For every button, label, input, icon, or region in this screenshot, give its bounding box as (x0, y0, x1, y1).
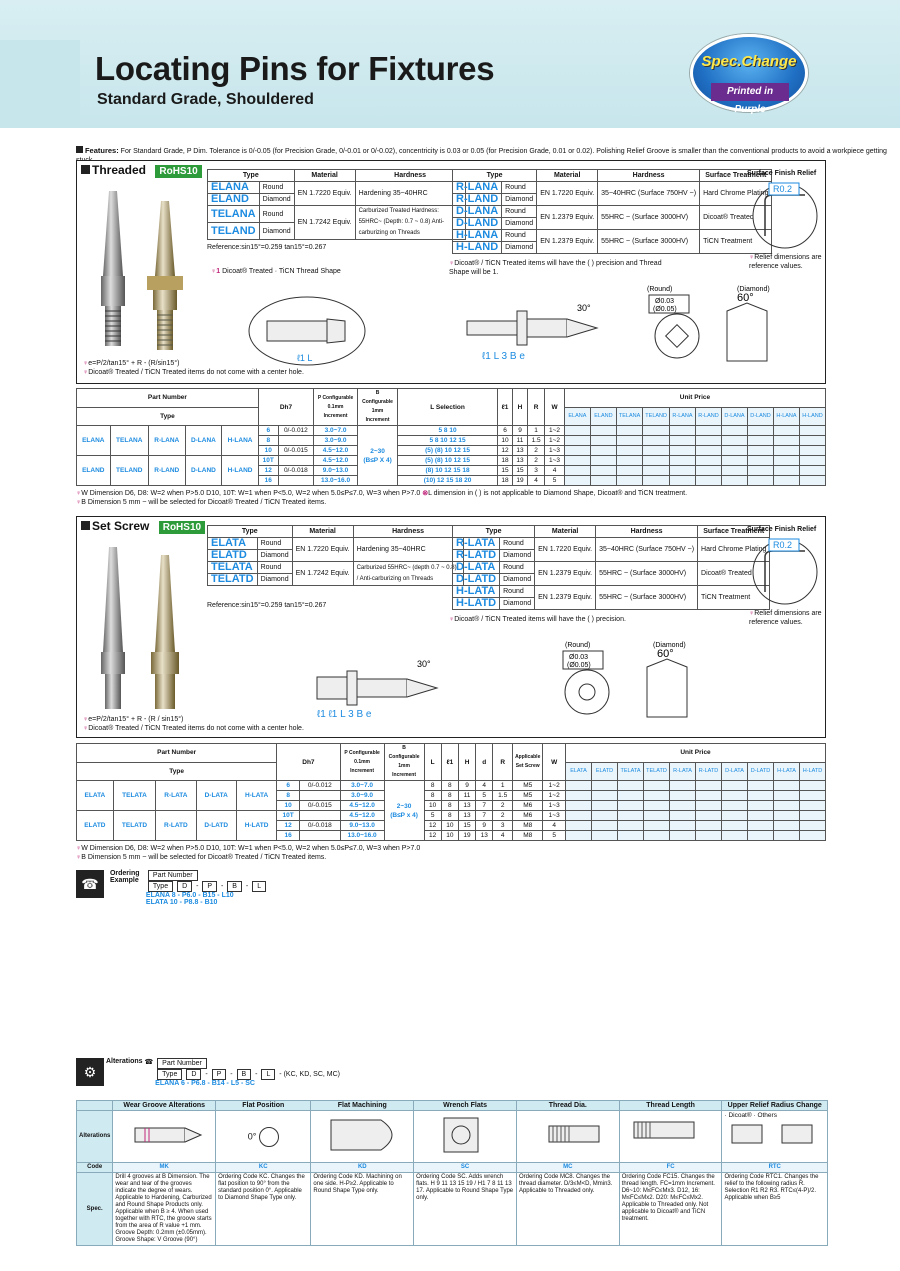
svg-text:R0.2: R0.2 (773, 540, 793, 550)
table-row: R-LATA Round EN 1.7220 Equiv. 35~40HRC (Surface 750HV ~) Hard Chrome Plating (453, 538, 770, 550)
table-row: TELATD Diamond (208, 574, 464, 586)
setscrew-surface-table: Type Material Hardness Surface Treatment R-LATA Round EN 1.7220 Equiv. 35~40HRC (Surface 750HV ~) Hard Chrome Plating R-LATD Diamond D-LATA Round EN 1.2379 Equiv. 55HRC ~ (Surface 3000HV) Dicoat® Treated D-LATD Diamond H-LATA Round EN 1.2379 Equiv. 55HRC ~ (Surface 3000HV) TiCN Treatment H-LATD Diamond (452, 525, 770, 610)
table-row: TELATA Round EN 1.7242 Equiv. Carburized 55HRC~ (depth 0.7 ~ 0.8) / Anti-carburizing on Threads (208, 562, 464, 574)
setscrew-dimension-table: Part Number Dh7 P Configurable 0.1mm Increment B Configurable 1mm Increment L ℓ1 H d R Applicable Set Screw W Unit Price Type ELATA ELATD TELATA TELATD R-LATA R-LATD D-LATA D-LATD H-LATA H-LATD ELATA TELATA R-LATA D-LATA H-LATA 6 0/-0.012 3.0~7.0 2~30 (B≤P x 4) 8 8 9 4 1 M5 1~2 8 3.0~9.0 8 8 11 5 1.5 M5 1~2 10 0/-0.015 4.5~12.0 10 8 13 7 2 M6 1~3 ELATD TELATD R-LATD D-LATD H-LATD 10T 4.5~12.0 5 8 13 7 2 M6 1~3 12 0/-0.018 9.0~13.0 12 10 15 9 3 M8 4 16 13.0~16.0 12 10 19 13 4 M8 5 (76, 743, 826, 841)
threaded-dimension-table: Part Number Dh7 P Configurable 0.1mm Increment B Configurable 1mm Increment L Selection ℓ1 H R W Unit Price Type ELANA ELAND TELANA TELAND R-LANA R-LAND D-LANA D-LAND H-LANA H-LAND ELANA TELANA R-LANA D-LANA H-LANA 6 0/-0.012 3.0~7.0 2~30 (B≤P X 4) 5 8 10 6 9 1 1~2 8 3.0~9.0 5 8 10 12 15 10 11 1.5 1~2 10 0/-0.015 4.5~12.0 (5) (8) 10 12 15 12 13 2 1~3 ELAND TELAND R-LAND D-LAND H-LAND 10T 4.5~12.0 (5) (8) 10 12 15 18 13 2 1~3 12 0/-0.018 9.0~13.0 (8) 10 12 15 18 15 15 3 4 16 13.0~16.0 (10) 12 15 18 20 18 19 4 5 (76, 388, 826, 486)
svg-text:ℓ1 ℓ1 L 3 B e: ℓ1 ℓ1 L 3 B e (317, 709, 372, 720)
threaded-label: Threaded RoHS10 (81, 163, 202, 178)
threaded-pin-photo (89, 181, 199, 356)
ss-relief-note: ♀Relief dimensions are reference values. (749, 610, 822, 626)
table-row: H-LATA Round EN 1.2379 Equiv. 55HRC ~ (Surface 3000HV) TiCN Treatment (453, 586, 770, 598)
svg-text:60°: 60° (657, 648, 674, 660)
svg-text:R0.2: R0.2 (773, 184, 793, 194)
setscrew-dicoat-note: ♀Dicoat® / TiCN Treated items will have the ( ) precision. (449, 616, 626, 623)
threaded-pin-note-2: ♀Dicoat® Treated / TiCN Treated items do not come with a center hole. (83, 369, 304, 376)
table-row: H-LAND Diamond (453, 242, 772, 254)
threaded-dicoat-note-2: ♀Dicoat® / TiCN Treated items will have the ( ) precision and Thread Shape will be 1. (449, 260, 662, 276)
threaded-material-table (207, 169, 466, 240)
table-row: 12 0/-0.018 9.0~13.0 12 10 15 9 3 M8 4 (77, 821, 826, 831)
rohs-badge: RoHS10 (159, 521, 205, 534)
badge-bottom: Printed in Purple (711, 83, 789, 101)
table-row: D-LAND Diamond (453, 218, 772, 230)
table-row: ELATA Round EN 1.7220 Equiv. Hardening 35~40HRC (208, 538, 464, 550)
table-row: ELAND Diamond (208, 194, 466, 206)
col-material: Material (294, 170, 355, 182)
setscrew-label: Set Screw RoHS10 (81, 519, 205, 534)
table-row: R-LANA Round EN 1.7220 Equiv. 35~40HRC (Surface 750HV ~) Hard Chrome Plating (453, 182, 772, 194)
table-row: R-LATD Diamond (453, 550, 770, 562)
table-row: D-LANA Round EN 1.2379 Equiv. 55HRC ~ (Surface 3000HV) Dicoat® Treated (453, 206, 772, 218)
threaded-dim-note-2: ♀B Dimension 5 mm ~ will be selected for Dicoat® Treated / TiCN Treated items. (76, 499, 327, 506)
setscrew-section (76, 516, 826, 738)
svg-text:ℓ1 L: ℓ1 L (297, 353, 313, 363)
table-row: 10 0/-0.015 4.5~12.0 10 8 13 7 2 M6 1~3 (77, 801, 826, 811)
table-row: TELAND Diamond (208, 223, 466, 240)
svg-text:(Diamond): (Diamond) (653, 642, 686, 649)
table-row: 12 0/-0.018 9.0~13.0 (8) 10 12 15 18 15 15 3 4 (77, 466, 826, 476)
table-row: 10 0/-0.015 4.5~12.0 (5) (8) 10 12 15 12 13 2 1~3 (77, 446, 826, 456)
table-row: 8 3.0~9.0 8 8 11 5 1.5 M5 1~2 (77, 791, 826, 801)
page-title: Locating Pins for Fixtures (95, 50, 495, 87)
svg-text:30°: 30° (417, 659, 431, 669)
table-row: ELANA TELANA R-LANA D-LANA H-LANA 6 0/-0.012 3.0~7.0 2~30 (B≤P X 4) 5 8 10 6 9 1 1~2 (77, 426, 826, 436)
threaded-dicoat-note-1: ♀1 Dicoat® Treated · TiCN Thread Shape (211, 268, 341, 275)
setscrew-dim-note-2: ♀B Dimension 5 mm ~ will be selected for Dicoat® Treated / TiCN Treated items. (76, 854, 327, 861)
features-body: For Standard Grade, P Dim. Tolerance is 0/-0.05 (for Precision Grade, 0/-0.01 or 0/-0.02), concentricity is 0.03 or 0.05 (for Precision Grade, 0.01 or 0.02). Polishing Relief Groove is smaller than the conventional products to avoid a workpiece getting (120, 148, 887, 155)
table-row: 16 13.0~16.0 12 10 19 13 4 M8 5 (77, 831, 826, 841)
table-row: ELANA Round EN 1.7220 Equiv. Hardening 35~40HRC (208, 182, 466, 194)
relief-title: Surface Finish Relief (747, 170, 817, 177)
threaded-dim-note-1: ♀W Dimension D6, D8: W=2 when P>5.0 D10, 10T: W=1 when P<5.0, W=2 when 5.0≤P≤7.0, W=3 when P>7.0 ⊗L dimension in ( ) is not applicable to Diamond Shape, Dicoat® and TiCN treatment. (76, 490, 688, 497)
threaded-pin-note-1: ♀e=P/2/tan15° + R - (R/sin15°) (83, 360, 180, 367)
table-row: D-LATD Diamond (453, 574, 770, 586)
table-row: ELATD TELATD R-LATD D-LATD H-LATD 10T 4.5~12.0 5 8 13 7 2 M6 1~3 (77, 811, 826, 821)
table-row: TELANA Round EN 1.7242 Equiv. Carburized Treated Hardness: 55HRC~ (Depth: 0.7 ~ 0.8) Anti-carburizing on Threads (208, 206, 466, 223)
svg-text:(Diamond): (Diamond) (737, 286, 770, 293)
threaded-drawing (237, 281, 797, 381)
setscrew-pin-photo (89, 537, 199, 712)
table-row: 8 3.0~9.0 5 8 10 12 15 10 11 1.5 1~2 (77, 436, 826, 446)
svg-text:30°: 30° (577, 303, 591, 313)
threaded-reference: Reference:sin15°=0.259 tan15°=0.267 (207, 244, 327, 251)
spec-change-badge (690, 34, 808, 115)
table-row: ELATA TELATA R-LATA D-LATA H-LATA 6 0/-0.012 3.0~7.0 2~30 (B≤P x 4) 8 8 9 4 1 M5 1~2 (77, 781, 826, 791)
svg-text:(Ø0.05): (Ø0.05) (567, 662, 591, 669)
table-row: ELAND TELAND R-LAND D-LAND H-LAND 10T 4.5~12.0 (5) (8) 10 12 15 18 13 2 1~3 (77, 456, 826, 466)
ordering-example: ☎ Ordering Example Part Number Type D - P - B - L ELANA 8 - P6.0 - B15 - L10 ELATA 10 - P8.8 - B10 (76, 870, 268, 906)
col-hardness: Hardness (355, 170, 465, 182)
relief-note: ♀Relief dimensions are reference values. (749, 254, 822, 270)
ordering-label: Ordering Example (109, 870, 140, 884)
table-row: D-LATA Round EN 1.2379 Equiv. 55HRC ~ (Surface 3000HV) Dicoat® Treated (453, 562, 770, 574)
alterations-header: ⚙ Alterations ☎ Part Number Type D - P - B - L - (KC, KD, SC, MC) ELANA 6 - P6.8 - B14 - L5 - SC (76, 1058, 340, 1087)
svg-text:Ø0.03: Ø0.03 (655, 298, 675, 305)
relief-diagram (745, 181, 825, 251)
table-row: H-LATD Diamond (453, 598, 770, 610)
alterations-table: Wear Groove Alterations Flat Position Flat Machining Wrench Flats Thread Dia. Thread Length Upper Relief Radius Change Alterations 0° · Dicoat® · Others Code MK KC KD SC MC FC RTC Spec. Drill 4 grooves at B Dimension. The wear and tear of the grooves indicate the degree of wears. Applicable to Hardening, Carburized and Round Shape Products only. Applicable when B ≥ 4. When used together with RTC, the groove starts from the area of R value +1 mm. Groove Depth: 0.2mm (±0.05mm). Groove Shape: V Groove (90°) Ordering Code KC. Changes the flat position to 90° from the standard position 0°. Applicable to Diamond Shape Type only. Ordering Code KD. Machining on one side. H-P≥2. Applicable to Round Shape Type only. Ordering Code SC. Adds wrench flats. H 9 11 13 15 19 / H1 7 8 11 13 17. Applicable to Round Shape Type only. Ordering Code MC8. Changes the thread diameter. D/3≤M<D, Mmin3. Applicable to Threaded only. Ordering Code FC15. Changes the thread length. FC=1mm Increment. D6~10: M≤FC≤Mx3. D12, 16: M≤FC≤Mx2. D20: M≤FC≤Mx2. Applicable to Threaded only. Not applicable to Dicoat® and TiCN treatment. Ordering Code RTC1. Changes the relief to the following radius R. Selection R1 R2 R3. RTC≤(4-P)/2. Applicable when B≥5 (76, 1100, 828, 1246)
ss-relief-title: Surface Finish Relief (747, 526, 817, 533)
rohs-badge: RoHS10 (155, 165, 201, 178)
setscrew-dim-note-1: ♀W Dimension D6, D8: W=2 when P>5.0 D10, 10T: W=1 when P<5.0, W=2 when 5.0≤P≤7.0, W=3 when P>7.0 (76, 845, 421, 852)
table-row: H-LANA Round EN 1.2379 Equiv. 55HRC ~ (Surface 3000HV) TiCN Treatment (453, 230, 772, 242)
ss-relief-diagram (745, 537, 825, 607)
threaded-surface-table: Type Material Hardness Surface Treatment R-LANA Round EN 1.7220 Equiv. 35~40HRC (Surface 750HV ~) Hard Chrome Plating R-LAND Diamond D-LANA Round EN 1.2379 Equiv. 55HRC ~ (Surface 3000HV) Dicoat® Treated D-LAND Diamond H-LANA Round EN 1.2379 Equiv. 55HRC ~ (Surface 3000HV) TiCN Treatment H-LAND Diamond (452, 169, 772, 254)
setscrew-drawing (307, 637, 807, 737)
setscrew-reference: Reference:sin15°=0.259 tan15°=0.267 (207, 602, 327, 609)
threaded-section (76, 160, 826, 384)
svg-text:(Round): (Round) (647, 286, 673, 293)
header-accent (0, 40, 80, 128)
badge-top: Spec.Change (701, 53, 797, 70)
phone-icon: ☎ (144, 1059, 154, 1066)
svg-text:(Ø0.05): (Ø0.05) (653, 306, 677, 313)
table-row: 16 13.0~16.0 (10) 12 15 18 20 18 19 4 5 (77, 476, 826, 486)
table-row: R-LAND Diamond (453, 194, 772, 206)
features-label: Features: (84, 146, 119, 155)
page-subtitle: Standard Grade, Shouldered (97, 91, 314, 108)
svg-text:ℓ1 L 3 B e: ℓ1 L 3 B e (482, 351, 525, 362)
phone-icon: ☎ (76, 870, 104, 898)
svg-text:Ø0.03: Ø0.03 (569, 654, 589, 661)
setscrew-pin-note-2: ♀Dicoat® Treated / TiCN Treated items do not come with a center hole. (83, 725, 304, 732)
setscrew-pin-note-1: ♀e=P/2/tan15° + R - (R / sin15°) (83, 716, 184, 723)
page-header (0, 0, 900, 128)
setscrew-material-table: Type Material Hardness ELATA Round EN 1.7220 Equiv. Hardening 35~40HRC ELATD Diamond TELATA Round EN 1.7242 Equiv. Carburized 55HRC~ (depth 0.7 ~ 0.8) / Anti-carburizing on Threads TELATD Diamond (207, 525, 464, 586)
wrench-icon: ⚙ (76, 1058, 104, 1086)
table-row: ELATD Diamond (208, 550, 464, 562)
svg-text:60°: 60° (737, 292, 754, 304)
svg-text:(Round): (Round) (565, 642, 591, 649)
col-type: Type (208, 170, 295, 182)
